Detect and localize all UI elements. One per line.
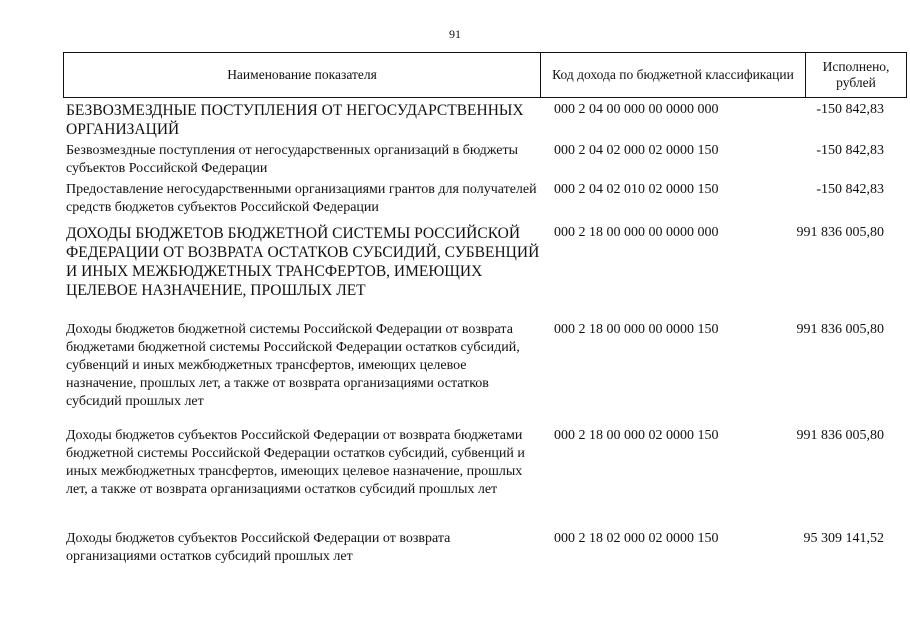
row-code: 000 2 18 00 000 00 0000 000 [554,225,719,240]
row-amount: 95 309 141,52 [803,531,884,546]
row-name: Доходы бюджетов субъектов Российской Федерации от возврата организациями остатков субсидий прошлых лет [66,531,451,564]
row-code: 000 2 04 02 000 02 0000 150 [554,143,719,158]
row-name: Доходы бюджетов бюджетной системы Российской Федерации от возврата бюджетами бюджетной системы Российской Федерации остатков субсидий, субвенций и иных межбюджетных трансфертов, имеющих целевое назначение, прошлых лет, а также от возврата организациями остатков субсидий прошлых лет [66,322,520,409]
table-header [63,52,907,98]
table-row [66,181,884,217]
header-name: Наименование показателя [227,67,377,82]
row-name: Безвозмездные поступления от негосударственных организаций в бюджеты субъектов Российской Федерации [66,143,518,176]
row-name: БЕЗВОЗМЕЗДНЫЕ ПОСТУПЛЕНИЯ ОТ НЕГОСУДАРСТВЕННЫХ ОРГАНИЗАЦИЙ [66,102,524,138]
row-amount: 991 836 005,80 [796,428,884,443]
row-amount: 991 836 005,80 [796,322,884,337]
header-executed: Исполнено, рублей [822,59,890,90]
row-code: 000 2 04 00 000 00 0000 000 [554,102,719,117]
row-code: 000 2 18 00 000 00 0000 150 [554,322,719,337]
row-name: ДОХОДЫ БЮДЖЕТОВ БЮДЖЕТНОЙ СИСТЕМЫ РОССИЙСКОЙ ФЕДЕРАЦИИ ОТ ВОЗВРАТА ОСТАТКОВ СУБСИДИЙ, СУБВЕНЦИЙ И ИНЫХ МЕЖБЮДЖЕТНЫХ ТРАНСФЕРТОВ, ИМЕЮЩИХ ЦЕЛЕВОЕ НАЗНАЧЕНИЕ, ПРОШЛЫХ ЛЕТ [66,225,540,299]
row-amount: -150 842,83 [816,143,884,158]
table-row [66,321,884,411]
table-row [66,142,884,178]
table-row [66,101,884,139]
row-amount: -150 842,83 [816,182,884,197]
table-row [66,224,884,300]
row-code: 000 2 18 00 000 02 0000 150 [554,428,719,443]
table-row [66,427,884,499]
header-code: Код дохода по бюджетной классификации [540,53,806,97]
row-name: Предоставление негосударственными организациями грантов для получателей средств бюджетов субъектов Российской Федерации [66,182,537,215]
page-number: 91 [449,27,461,41]
row-amount: -150 842,83 [816,102,884,117]
row-code: 000 2 04 02 010 02 0000 150 [554,182,719,197]
row-amount: 991 836 005,80 [796,225,884,240]
table-row [66,530,884,566]
row-code: 000 2 18 02 000 02 0000 150 [554,531,719,546]
row-name: Доходы бюджетов субъектов Российской Федерации от возврата бюджетами бюджетной системы Российской Федерации остатков субсидий, субвенций и иных межбюджетных трансфертов, имеющих целевое назначение, прошлых лет, а также от возврата организациями остатков субсидий прошлых лет [66,428,525,497]
